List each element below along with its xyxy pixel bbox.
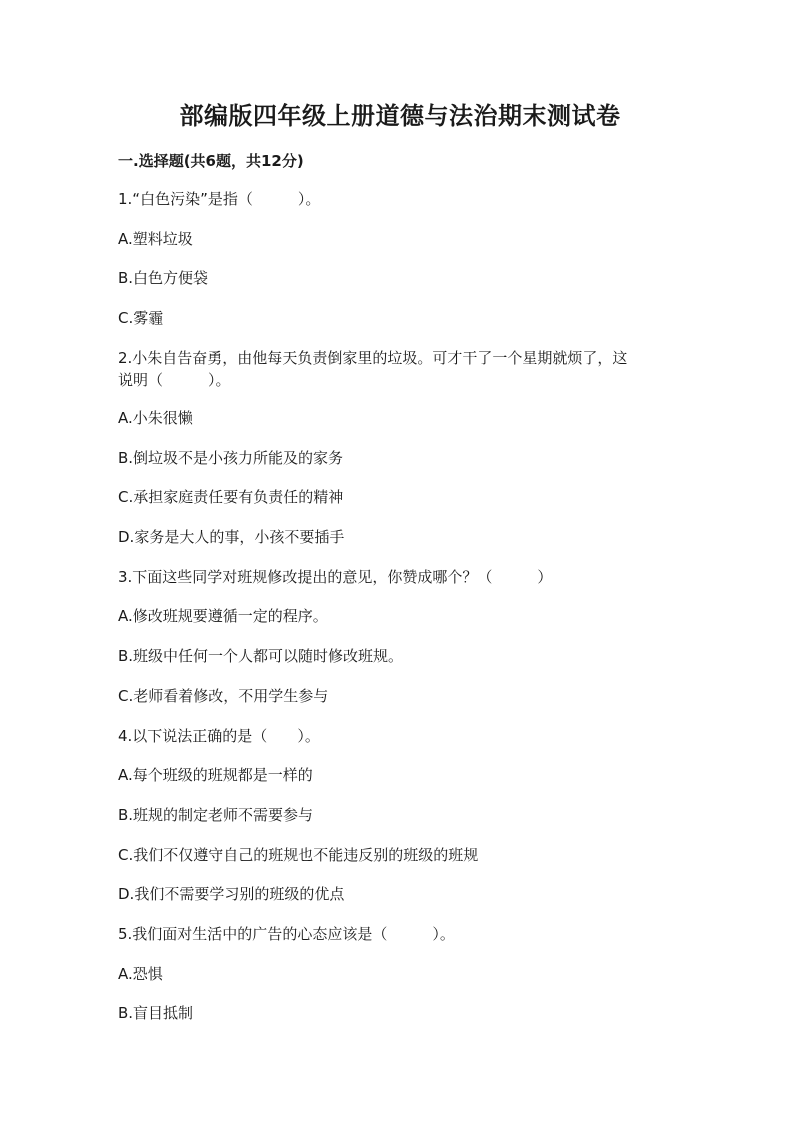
section-heading: 一.选择题(共6题，共12分) [118,152,304,170]
question-4-option-a: A.每个班级的班规都是一样的 [118,766,313,784]
question-2-option-b: B.倒垃圾不是小孩力所能及的家务 [118,449,344,467]
question-2-stem-line-1: 2.小朱自告奋勇，由他每天负责倒家里的垃圾。可才干了一个星期就烦了，这 [118,349,628,367]
question-3-option-c: C.老师看着修改，不用学生参与 [118,687,329,705]
question-2-option-c: C.承担家庭责任要有负责任的精神 [118,488,344,506]
question-5-option-a: A.恐惧 [118,965,163,983]
page-title: 部编版四年级上册道德与法治期末测试卷 [179,101,621,130]
question-3-option-b: B.班级中任何一个人都可以随时修改班规。 [118,647,404,665]
question-1-stem: 1.“白色污染”是指（ ）。 [118,190,321,208]
question-4-stem: 4.以下说法正确的是（ ）。 [118,727,320,745]
question-3-option-a: A.修改班规要遵循一定的程序。 [118,607,328,625]
question-5-stem: 5.我们面对生活中的广告的心态应该是（ ）。 [118,925,455,943]
question-1-option-c: C.雾霾 [118,309,164,327]
question-4-option-b: B.班规的制定老师不需要参与 [118,806,314,824]
question-3-stem: 3.下面这些同学对班规修改提出的意见，你赞成哪个？（ ） [118,568,553,586]
question-2-option-a: A.小朱很懒 [118,409,193,427]
question-1-option-a: A.塑料垃圾 [118,230,193,248]
question-4-option-c: C.我们不仅遵守自己的班规也不能违反别的班级的班规 [118,846,479,864]
question-1-option-b: B.白色方便袋 [118,269,209,287]
question-5-option-b: B.盲目抵制 [118,1004,194,1022]
question-4-option-d: D.我们不需要学习别的班级的优点 [118,885,345,903]
question-2-option-d: D.家务是大人的事，小孩不要插手 [118,528,345,546]
question-2-stem-line-2: 说明（ ）。 [118,371,231,389]
